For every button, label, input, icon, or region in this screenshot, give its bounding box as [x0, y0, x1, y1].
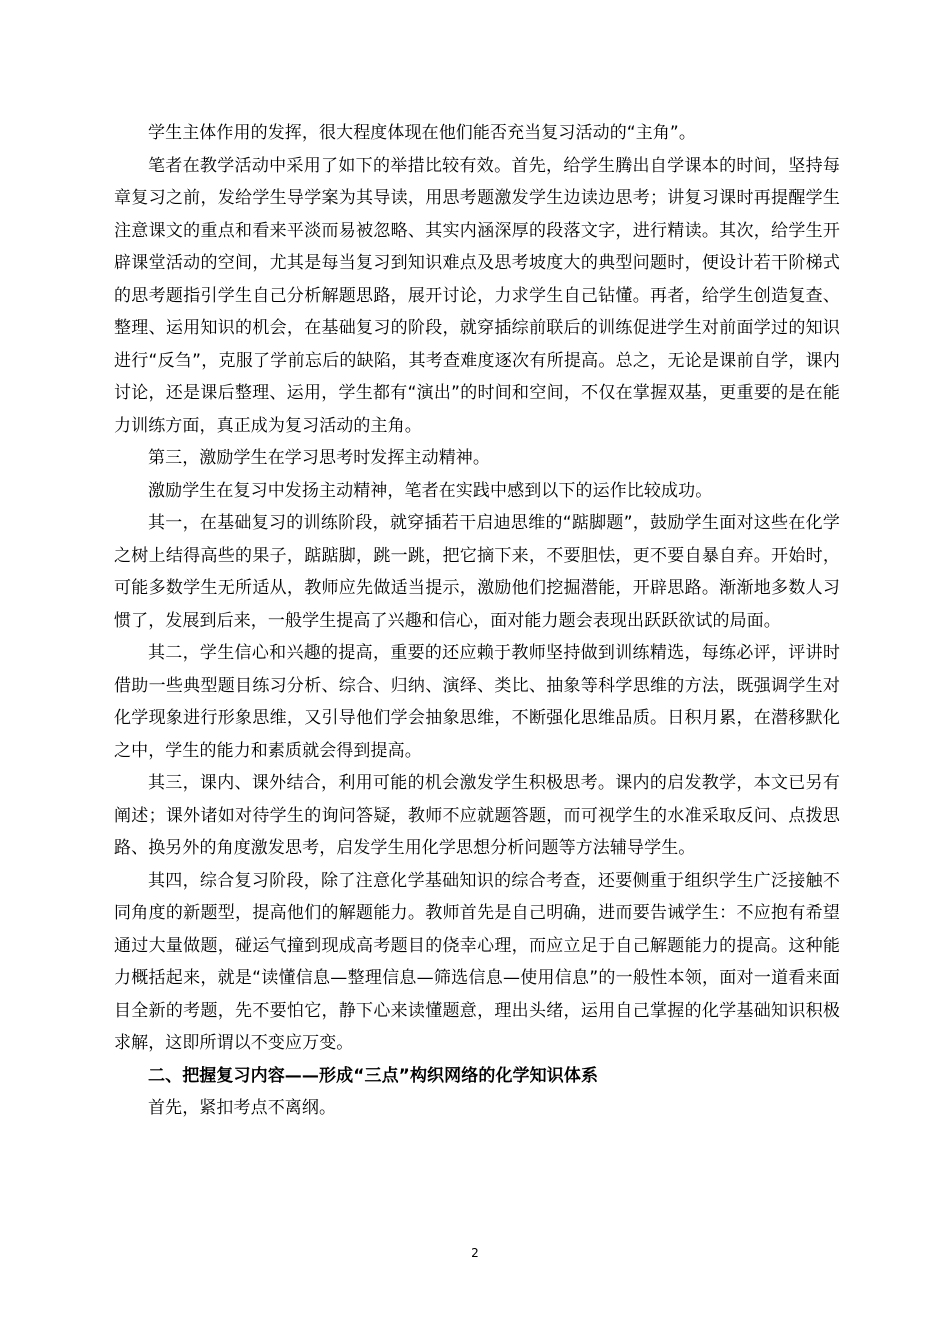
page-number: 2	[471, 1246, 479, 1260]
paragraph-7: 其三，课内、课外结合，利用可能的机会激发学生积极思考。课内的启发教学，本文已另有阐述；课外诸如对待学生的询问答疑，教师不应就题答题，而可视学生的水准采取反问、点拨思路、换另外的角度激发思考，启发学生用化学思想分析问题等方法辅导学生。	[114, 773, 840, 858]
paragraph-8: 其四，综合复习阶段，除了注意化学基础知识的综合考查，还要侧重于组织学生广泛接触不同角度的新题型，提高他们的解题能力。教师首先是自己明确，进而要告诫学生：不应抱有希望通过大量做题，碰运气撞到现成高考题目的侥幸心理，而应立足于自己解题能力的提高。这种能力概括起来，就是“读懂信息—整理信息—筛选信息—使用信息”的一般性本领，面对一道看来面目全新的考题，先不要怕它，静下心来读懂题意，理出头绪，运用自己掌握的化学基础知识积极求解，这即所谓以不变应万变。	[114, 870, 840, 1053]
section-heading: 二、把握复习内容——形成“三点”构织网络的化学知识体系	[148, 1065, 599, 1086]
paragraph-3: 第三，激励学生在学习思考时发挥主动精神。	[148, 448, 490, 468]
paragraph-5: 其一，在基础复习的训练阶段，就穿插若干启迪思维的“踮脚题”，鼓励学生面对这些在化学之树上结得高些的果子，踮踮脚，跳一跳，把它摘下来，不要胆怯，更不要自暴自弃。开始时，可能多数学生无所适从，教师应先做适当提示，激励他们挖掘潜能，开辟思路。渐渐地多数人习惯了，发展到后来，一般学生提高了兴趣和信心，面对能力题会表现出跃跃欲试的局面。	[114, 513, 840, 631]
paragraph-4: 激励学生在复习中发扬主动精神，笔者在实践中感到以下的运作比较成功。	[148, 480, 713, 501]
paragraph-2: 笔者在教学活动中采用了如下的举措比较有效。首先，给学生腾出自学课本的时间，坚持每章复习之前，发给学生导学案为其导读，用思考题激发学生边读边思考；讲复习课时再提醒学生注意课文的重点和看来平淡而易被忽略、其实内涵深厚的段落文字，进行精读。其次，给学生开辟课堂活动的空间，尤其是每当复习到知识难点及思考坡度大的典型问题时，便设计若干阶梯式的思考题指引学生自己分析解题思路，展开讨论，力求学生自己钻懂。再者，给学生创造复查、整理、运用知识的机会，在基础复习的阶段，就穿插综前联后的训练促进学生对前面学过的知识进行“反刍”，克服了学前忘后的缺陷，其考查难度逐次有所提高。总之，无论是课前自学，课内讨论，还是课后整理、运用，学生都有“演出”的时间和空间，不仅在掌握双基，更重要的是在能力训练方面，真正成为复习活动的主角。	[114, 155, 840, 436]
document-body	[114, 117, 840, 1125]
paragraph-6: 其二，学生信心和兴趣的提高，重要的还应赖于教师坚持做到训练精选，每练必评，评讲时借助一些典型题目练习分析、综合、归纳、演绎、类比、抽象等科学思维的方法，既强调学生对化学现象进行形象思维，又引导他们学会抽象思维，不断强化思维品质。日积月累，在潜移默化之中，学生的能力和素质就会得到提高。	[114, 643, 840, 761]
paragraph-9: 首先，紧扣考点不离纲。	[148, 1098, 337, 1118]
paragraph-1: 学生主体作用的发挥，很大程度体现在他们能否充当复习活动的“主角”。	[148, 123, 696, 143]
